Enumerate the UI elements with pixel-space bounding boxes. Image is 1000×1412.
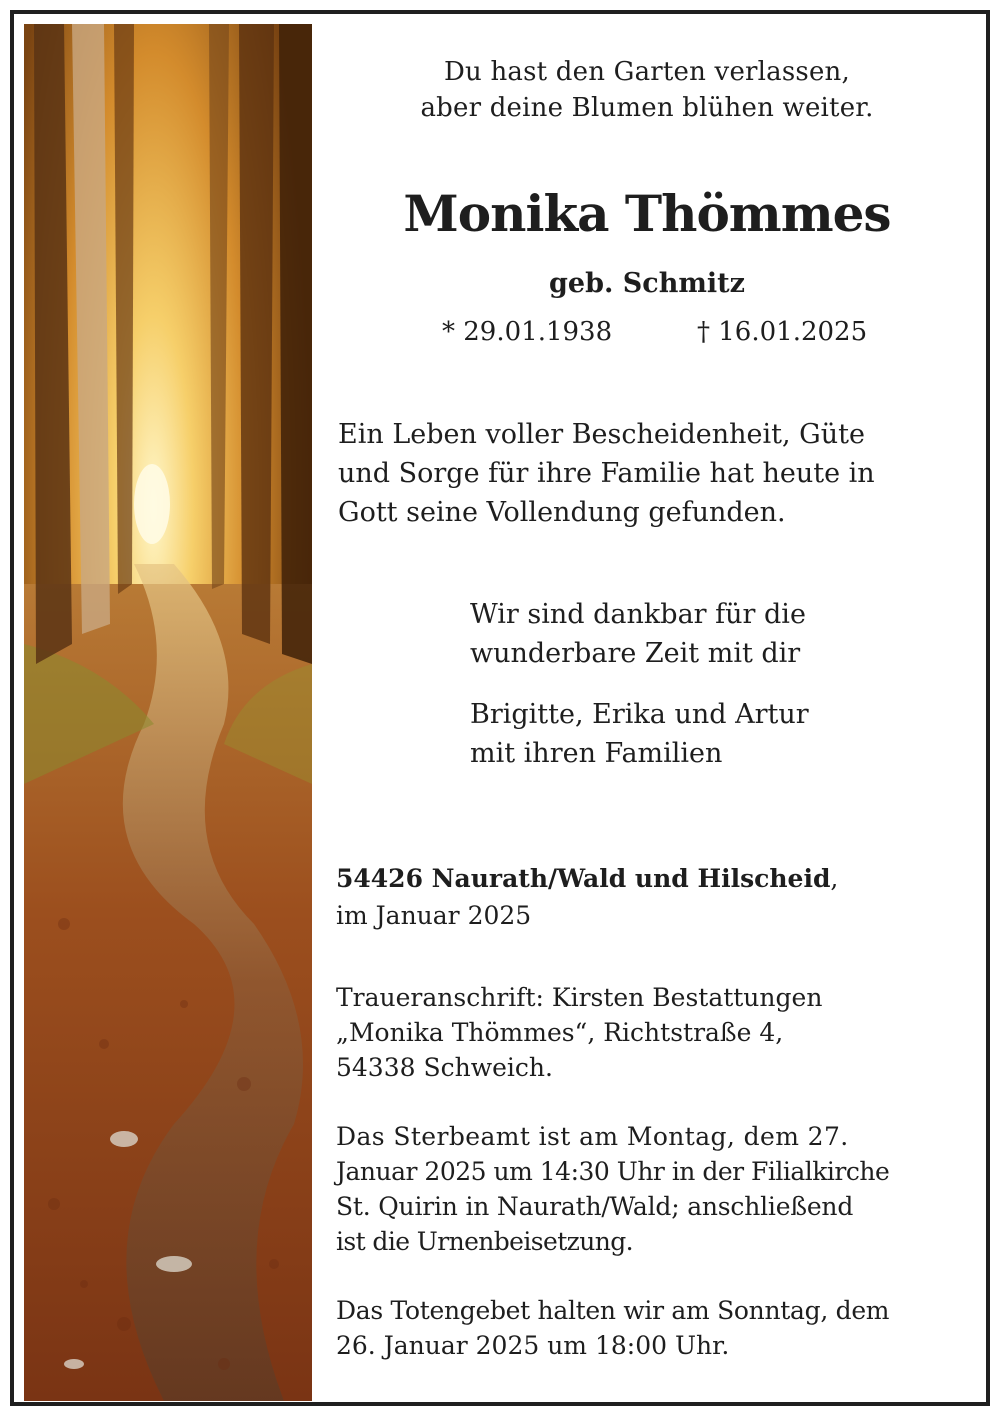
address-line-1: Traueranschrift: Kirsten Bestattungen (336, 983, 823, 1012)
mourners-line-1: Brigitte, Erika und Artur (470, 699, 809, 730)
place-location: 54426 Naurath/Wald und Hilscheid (336, 864, 831, 893)
thanks-line-2: wunderbare Zeit mit dir (470, 638, 801, 669)
address-line-3: 54338 Schweich. (336, 1053, 553, 1082)
prayer-line-1: Das Totengebet halten wir am Sonntag, dem (336, 1296, 890, 1325)
prayer-line-2: 26. Januar 2025 um 18:00 Uhr. (336, 1331, 730, 1360)
obituary-text (322, 24, 972, 1402)
birth-date: * 29.01.1938 (442, 317, 613, 347)
tribute-line-2: und Sorge für ihre Familie hat heute in (338, 458, 875, 489)
service-line-4: ist die Urnenbeisetzung. (336, 1227, 633, 1256)
quote-line-1: Du hast den Garten verlassen, (444, 57, 850, 87)
tribute-line-3: Gott seine Vollendung gefunden. (338, 497, 786, 528)
place-date: im Januar 2025 (336, 901, 532, 930)
forest-path-illustration (24, 24, 312, 1401)
forest-path-image (24, 24, 312, 1401)
service-line-1: Das Sterbeamt ist am Montag, dem 27. (336, 1122, 849, 1151)
place-comma: , (830, 864, 839, 893)
service-line-2: Januar 2025 um 14:30 Uhr in der Filialkirche (336, 1157, 890, 1186)
death-date: † 16.01.2025 (697, 317, 868, 347)
place-line (336, 860, 838, 897)
obituary-frame (10, 10, 990, 1406)
service-line-3: St. Quirin in Naurath/Wald; anschließend (336, 1192, 854, 1221)
deceased-name: Monika Thömmes (403, 184, 891, 243)
address-line-2: „Monika Thömmes“, Richtstraße 4, (336, 1018, 784, 1047)
thanks-line-1: Wir sind dankbar für die (470, 599, 806, 630)
quote-line-2: aber deine Blumen blühen weiter. (420, 93, 874, 123)
mourners-line-2: mit ihren Familien (470, 738, 723, 769)
tribute-line-1: Ein Leben voller Bescheidenheit, Güte (338, 419, 865, 450)
maiden-name: geb. Schmitz (549, 268, 745, 299)
